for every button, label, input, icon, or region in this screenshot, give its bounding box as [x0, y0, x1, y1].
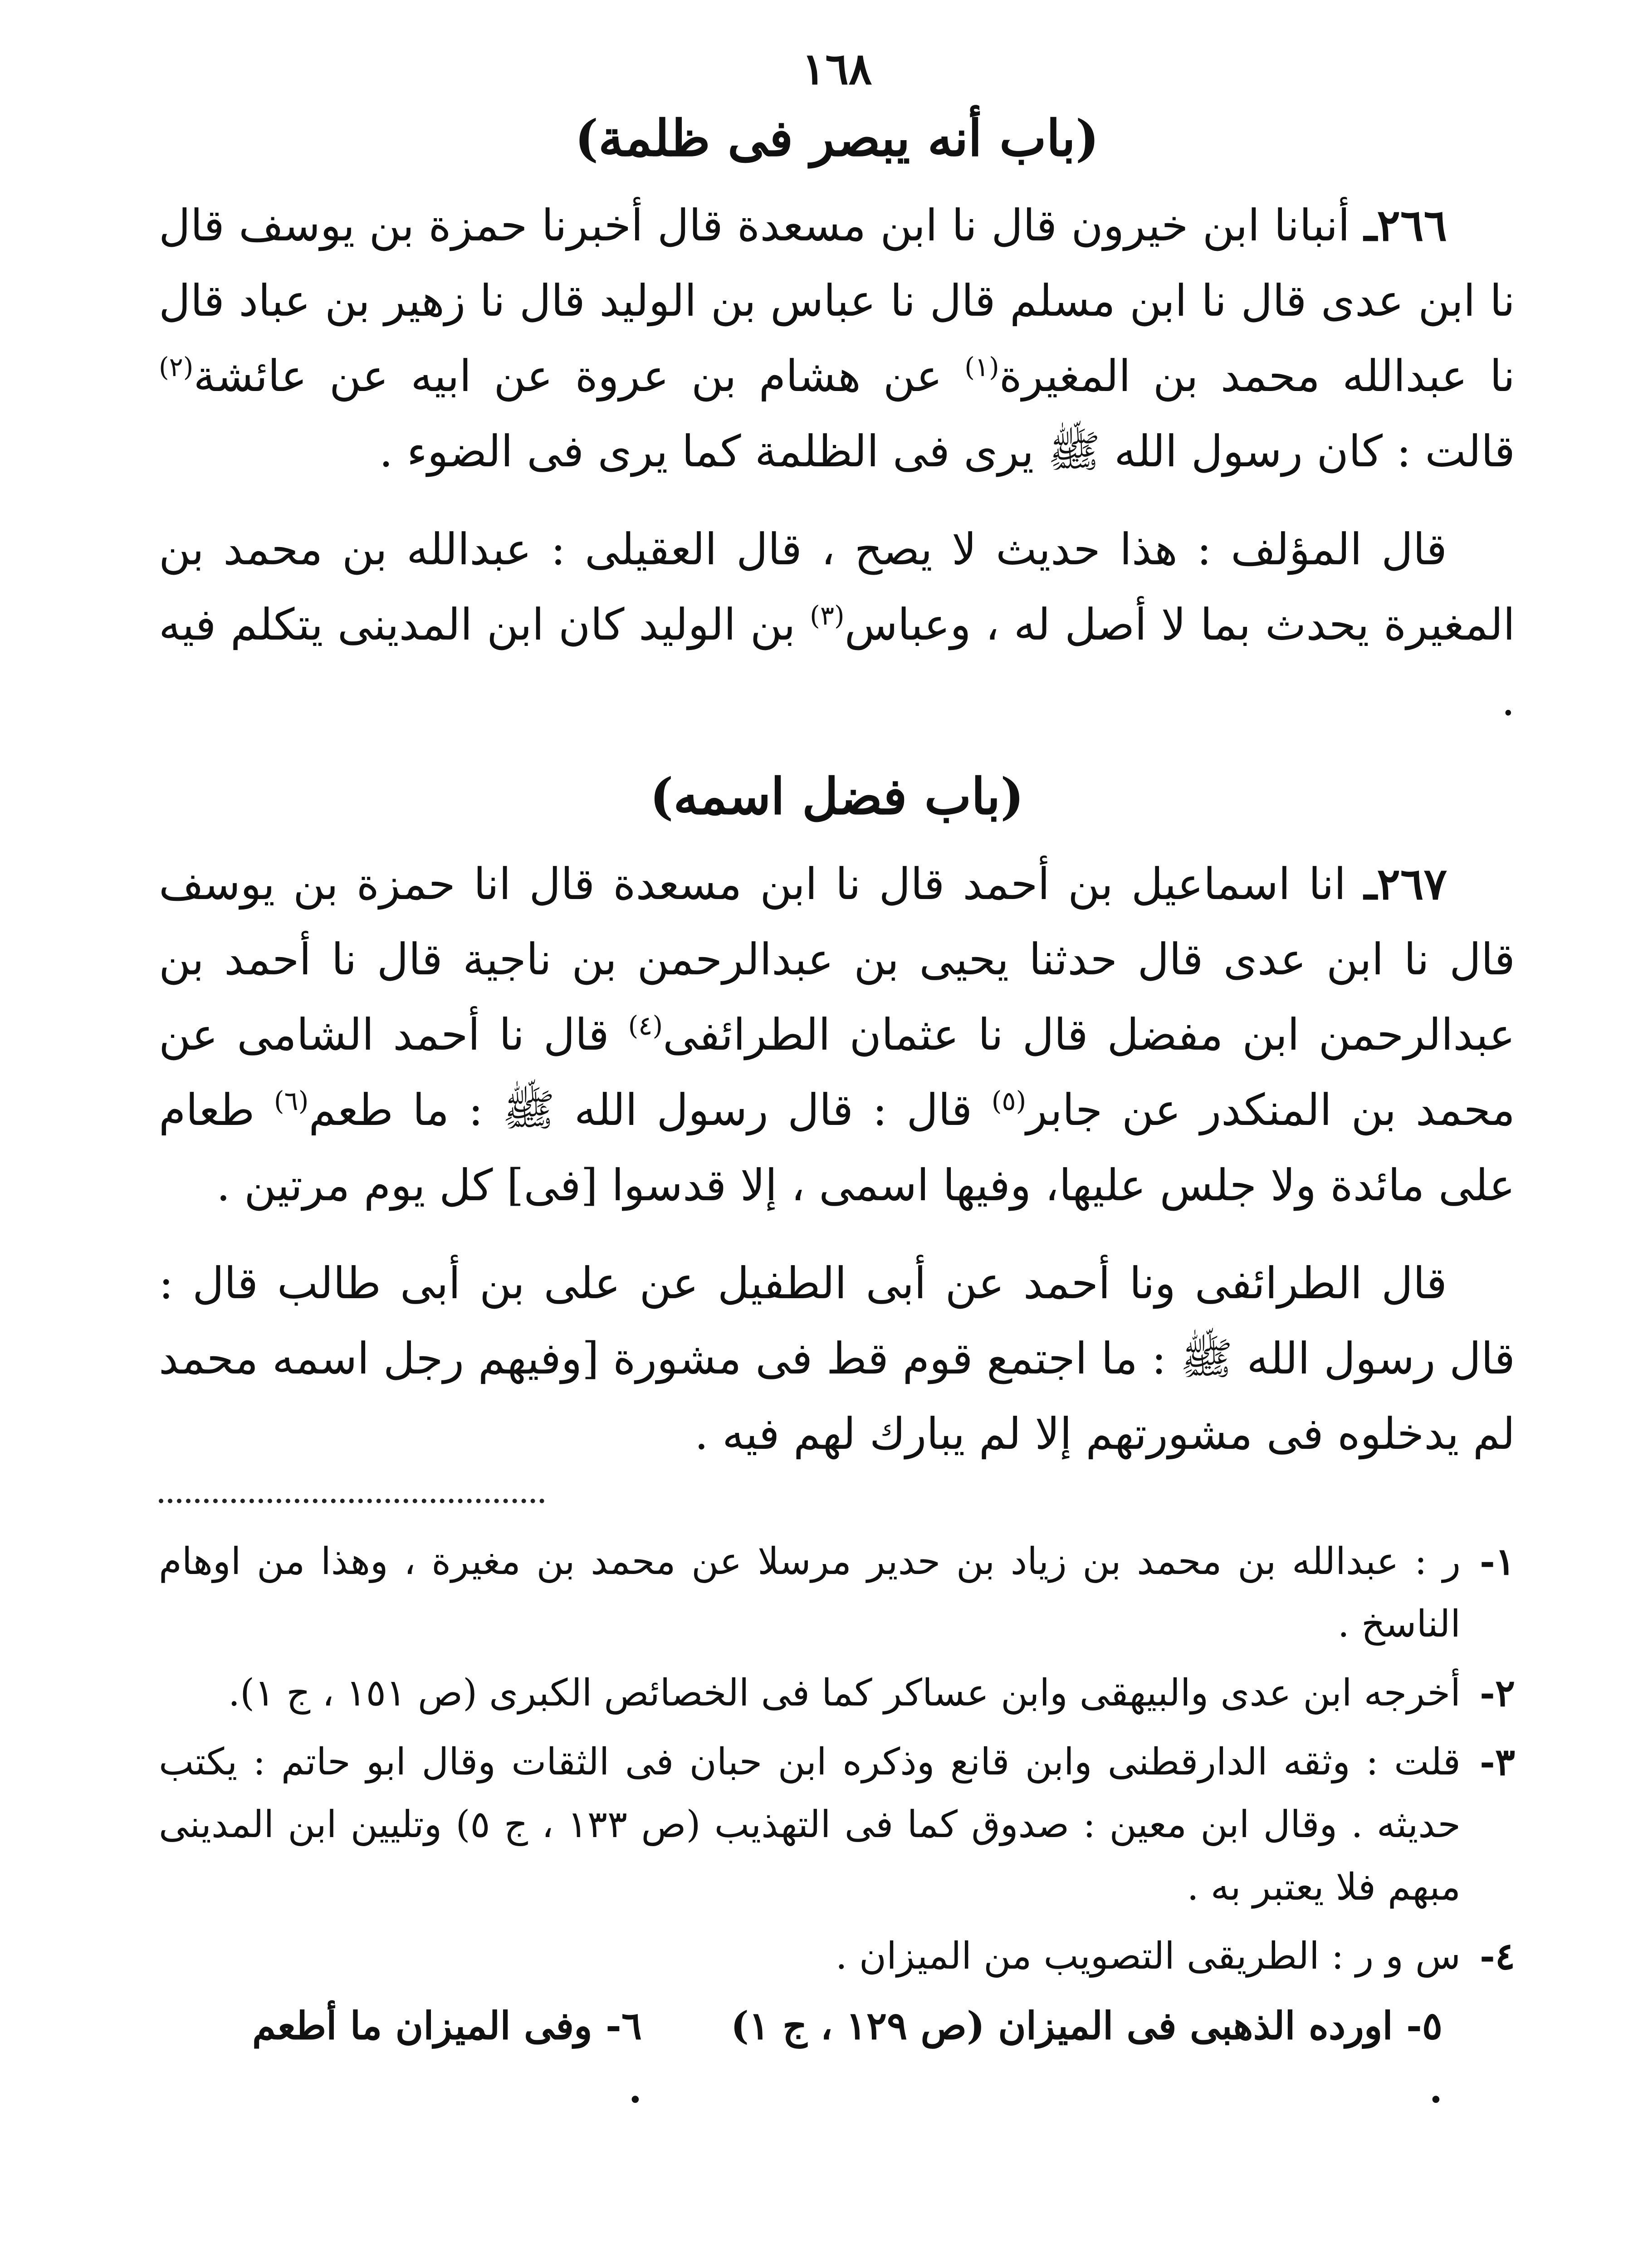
footnote-number: ٢-	[1479, 1671, 1515, 1715]
footnote-text: قلت : وثقه الدارقطنى وابن قانع وذكره ابن حبان فى الثقات وقال ابو حاتم : يكتب حديثه . وقال ابن معين : صدوق كما فى التهذيب (ص ١٣٣ ، ج ٥) وتليين ابن المدينى مبهم فلا يعتبر به .	[159, 1740, 1461, 1909]
author-comment	[159, 512, 1515, 738]
hadith-text: قالت : كان رسول الله ﷺ يرى فى الظلمة كما يرى فى الضوء .	[379, 426, 1515, 477]
footnote-number: ٤-	[1479, 1934, 1515, 1978]
hadith-267	[159, 846, 1515, 1223]
hadith-267-number-wrap	[1364, 859, 1515, 909]
footnote-text: أخرجه ابن عدى والبيهقى وابن عساكر كما فى الخصائص الكبرى (ص ١٥١ ، ج ١).	[228, 1671, 1461, 1715]
footnote-text: اورده الذهبى فى الميزان (ص ١٢٩ ، ج ١) .	[730, 2003, 1443, 2112]
page-number: ١٦٨	[802, 43, 872, 94]
footnote-item	[231, 1994, 642, 2121]
footnote-text: س و ر : الطريقى التصويب من الميزان .	[835, 1934, 1461, 1978]
hadith-text: طعام على مائدة ولا جلس عليها، وفيها اسمى ، إلا قدسوا [فى] كل يوم مرتين .	[159, 1084, 1515, 1211]
footnote-item	[159, 1731, 1515, 1919]
footnote-item	[159, 1925, 1515, 1988]
comment-text: قال المؤلف : هذا حديث لا يصح ، قال العقيلى : عبدالله بن محمد بن المغيرة يحدث بما لا أصل له ، وعباس	[159, 524, 1515, 650]
comment-text: بن الوليد كان ابن المدينى يتكلم فيه .	[159, 599, 1515, 726]
footnote-marker[interactable]: (٤)	[628, 1010, 663, 1041]
footnote-item	[714, 1994, 1443, 2121]
footnote-number: ١-	[1479, 1540, 1515, 1584]
hadith-266	[159, 188, 1515, 489]
footnote-marker[interactable]: (٢)	[159, 352, 194, 383]
footnote-number: ٣-	[1479, 1740, 1515, 1784]
footnote-text: ر : عبدالله بن محمد بن زياد بن حدير مرسلا عن محمد بن مغيرة ، وهذا من اوهام الناسخ .	[159, 1540, 1461, 1646]
footnote-text: وفى الميزان ما أطعم .	[252, 2003, 642, 2112]
chapter-title-sees-in-darkness: (باب أنه يبصر فى ظلمة)	[575, 108, 1099, 167]
footnote-marker[interactable]: (٣)	[810, 600, 845, 631]
hadith-text: أنبانا ابن خيرون قال نا ابن مسعدة قال أخبرنا حمزة بن يوسف قال نا ابن عدى قال نا ابن مسلم قال نا عباس بن الوليد قال نا زهير بن عباد قال نا عبدالله محمد بن المغيرة	[159, 200, 1516, 402]
footnote-number: ٥-	[1406, 2003, 1443, 2048]
footnote-marker[interactable]: (٥)	[991, 1085, 1027, 1116]
footnote-marker[interactable]: (٦)	[274, 1085, 309, 1116]
footnote-number: ٦-	[605, 2003, 642, 2048]
footnote-marker[interactable]: (١)	[964, 352, 999, 383]
document-page	[159, 41, 1515, 2268]
chapter-title-virtue-of-name: (باب فضل اسمه)	[650, 767, 1024, 826]
hadith-text: قال نا أحمد الشامى عن محمد بن المنكدر عن جابر	[159, 1009, 1516, 1135]
hadith-text: قال : قال رسول الله ﷺ : ما طعم	[308, 1084, 992, 1135]
footnote-combined-row	[159, 1994, 1515, 2121]
footnote-divider	[159, 1499, 544, 1503]
hadith-267-second-narration	[159, 1246, 1515, 1471]
hadith-text: عن هشام بن عروة عن ابيه عن عائشة	[193, 351, 965, 402]
hadith-text: انا اسماعيل بن أحمد قال نا ابن مسعدة قال انا حمزة بن يوسف قال نا ابن عدى قال حدثنا يحيى بن عبدالرحمن بن ناجية قال نا أحمد بن عبدالرحمن ابن مفضل قال نا عثمان الطرائفى	[159, 858, 1516, 1060]
hadith-number: ٢٦٦ـ	[1364, 200, 1448, 251]
hadith-number: ٢٦٧ـ	[1364, 858, 1447, 909]
footnote-item	[159, 1530, 1515, 1656]
footnote-item	[159, 1662, 1515, 1725]
hadith-266-number-wrap	[1364, 200, 1515, 251]
hadith-text: قال الطرائفى ونا أحمد عن أبى الطفيل عن على بن أبى طالب قال : قال رسول الله ﷺ : ما اجتمع قوم قط فى مشورة [وفيهم رجل اسمه محمد لم يدخلوه فى مشورتهم إلا لم يبارك لهم فيه .	[159, 1257, 1515, 1459]
footnotes	[159, 1530, 1515, 2121]
